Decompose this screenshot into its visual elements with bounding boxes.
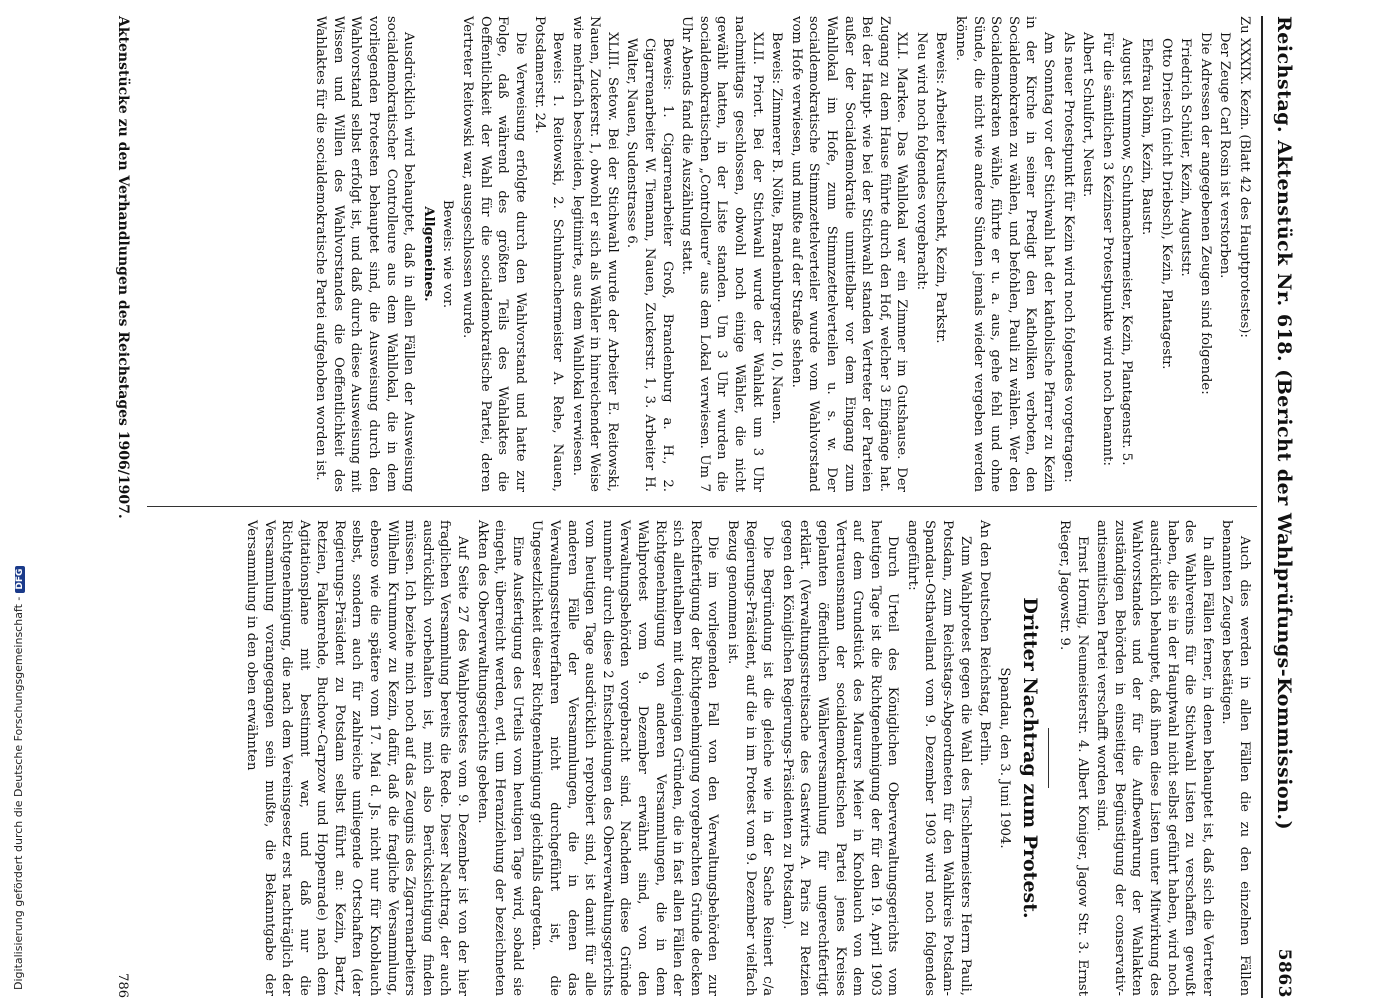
header-title: Reichstag. Aktenstück Nr. 618. (Bericht der Wahlprüfungs-Kommission.) bbox=[1273, 16, 1295, 831]
right-para: Die Begründung ist die gleiche wie in der Sache Reinert c/a Regierungs-Präsident, auf die in im Protest vom 9. Dezember vielfach Bezug genommen ist. bbox=[724, 520, 776, 996]
dfg-logo: DFG bbox=[15, 566, 25, 593]
right-para: Auf Seite 27 des Wahlprotestes vom 9. Dezember ist von der hier fraglichen Versammlung bereits die Rede. Dieser Nachtrag, der auch ausdrücklich vorbehalten ist, mich also Berücksichtigung finden müssen. Ich beziehe mich noch auf das Zeugnis des Zigarrenarbeiters Wilhelm Krummow zu Kezin, dafür, daß die fragliche Versammlung, ebenso wie die spätere vom 17. Mai d. Js. nicht nur für Knoblauch selbst, sondern auch für zahlreiche umliegende Ortschaften (der Regierungs-Präsident zu Potsdam selbst führt an: Kezin, Bartz, Retzien, Falkenrehde, Buchow-Carpzow und Hoppenrade) nach dem Agitationsplane mit bestimmt war, und daß nur die Richtgenehmigung, die nach dem Vereinsgesetz erst nachträglich der Versammlung vorangegangen sein mußte, die Bekanntgabe der Versammlung in den oben erwähnten bbox=[243, 520, 471, 996]
left-para: Für die sämtlichen 3 Kezinser Protestpunkte wird noch benannt: bbox=[1099, 32, 1115, 466]
header-rule bbox=[1261, 16, 1263, 998]
right-para: In allen Fällen ferner, in denen behauptet ist, daß sich die Vertreter des Wahlvereins für die Stichwahl Listen zu verschaffen gewußt haben, die sie in der Hauptwahl nicht selbst geführt haben, wird noch ausdrücklich behauptet, daß ihnen diese Listen unter Mitwirkung des Wahlvorstandes und der für die Aufbewahrung der Wahlakten zuständigen Behörden in einseitiger Begünstigung der conservativ-antisemitischen Partei verschafft worden sind. bbox=[1094, 520, 1215, 996]
section-heading: Allgemeines. bbox=[420, 206, 436, 302]
left-para: Ausdrücklich wird behauptet, daß in allen Fällen der Ausweisung socialdemokratischer Controlleure aus dem Wahllokal, die in dem vorliegenden Protesten behauptet sind, die Ausweisung durch den Wahlvorstand selbst erfolgt ist, und daß durch diese Ausweisung mit Wissen und Willen des Wahlvorstandes die Oeffentlichkeit des Wahlaktes für die socialdemokratische Partei aufgehoben worden ist. bbox=[313, 16, 417, 492]
address: An den Deutschen Reichstag, Berlin. bbox=[977, 520, 993, 766]
left-para: XLII. Priort. Bei der Stichwahl wurde der Wahlakt um 3 Uhr nachmittags geschlossen, obwohl noch einige Wähler, die nicht gewählt hatten, in der Liste standen. Um 3 Uhr wurden die socialdemokratischen „Controlleure“ aus dem Lokal verwiesen. Um 7 Uhr Abends fand die Auszählung statt. bbox=[679, 16, 765, 492]
right-para: Die im vorliegenden Fall von den Verwaltungsbehörden zur Rechtfertigung der Richtgenehmigung vorgebrachten Gründe decken sich allenthalben mit denjenigen Gründen, die in fast allen Fällen der Richtgenehmigung von anderen Versammlungen, die in dem Wahlprotest vom 9. Dezember erwähnt sind, von den Verwaltungsbehörden vorgebracht sind. Nachdem diese Gründe nunmehr durch diese 2 Entscheidungen des Oberverwaltungsgerichts vom heutigen Tage ausdrücklich reprobiert sind, ist damit für alle anderen Fälle der Versammlungen, die in denen das Verwaltungsstreitverfahren nicht durchgeführt ist, die Ungesetzlichkeit dieser Richtgenehmigung gleichfalls dargetan. bbox=[529, 520, 721, 996]
evidence-list bbox=[623, 16, 676, 492]
left-para: Zu XXXIX. Kezin. (Blatt 42 des Hauptprotestes): bbox=[1237, 16, 1252, 338]
list-item: August Krummow, Schuhmachermeister, Kezin, Plantagenstr. 5. bbox=[1119, 38, 1135, 466]
witness-list bbox=[1118, 16, 1194, 492]
left-para: Albert Schulfort, Neustr. bbox=[1080, 32, 1096, 198]
header-page-number: 5863 bbox=[1274, 948, 1294, 998]
page-footer bbox=[111, 16, 135, 998]
list-item: Otto Driesch (nicht Driebsch), Kezin, Plantagestr. bbox=[1158, 38, 1174, 370]
document-page bbox=[79, 8, 1307, 1008]
digitisation-margin bbox=[0, 0, 25, 1000]
footer-sheet-number: 786 bbox=[115, 973, 131, 998]
left-column bbox=[310, 16, 1253, 492]
column-divider bbox=[147, 506, 1257, 507]
document-title: Dritter Nachtrag zum Protest. bbox=[1019, 597, 1042, 919]
right-para: Auch dies werden in allen Fällen die zu den einzelnen Fällen benannten Zeugen bestätigen. bbox=[1219, 520, 1252, 996]
right-para: Durch Urteil des Königlichen Oberverwaltungsgerichts vom heutigen Tage ist die Richtgenehmigung der für den 19. April 1903 auf dem Grundstück des Maurers Meier in Knoblauch von dem Vertrauensmann der socialdemokratischen Partei jenes Kreises geplanten öffentlichen Wählerversammlung für ungerechtfertigt erklärt. (Verwaltungsstreitsache des Gastwirts A. Paris zu Retzien gegen den Königlichen Regierungs-Präsidenten zu Potsdam). bbox=[779, 520, 901, 996]
footer-text: Aktenstücke zu den Verhandlungen des Reichstages 1906/1907. bbox=[115, 16, 131, 519]
left-para: Beweis: Arbeiter Krautschenkt, Kezin, Parkstr. bbox=[933, 32, 949, 344]
right-column bbox=[240, 520, 1253, 996]
right-para: Ernst Hornig, Neumeisterstr. 4. Albert Koniger, Jagow Str. 3. Ernst Rieger, Jagowstr. 9. bbox=[1057, 520, 1090, 996]
list-item: Beweis: 1. Cigarrenarbeiter Groß, Brandenburg a. H., 2. Cigarrenarbeiter W. Tiemann, Nauen, Zuckerstr. 1, 3. Arbeiter H. Walter, Nauen, Sudenstrasse 6. bbox=[624, 38, 675, 492]
right-para: Zum Wahlprotest gegen die Wahl des Tischlermeisters Herrn Pauli, Potsdam, zum Reichstags-Abgeordneten für den Wahlkreis Potsdam-Spandau-Osthavelland vom 9. Dezember 1903 wird noch folgendes angeführt: bbox=[904, 520, 973, 996]
page-header bbox=[1267, 16, 1301, 998]
right-para: Eine Ausfertigung des Urteils vom heutigen Tage wird, sobald sie eingeht, überreicht werden, evtl. um Heranziehung der bezeichneten Akten des Oberverwaltungsgerichts gebeten. bbox=[474, 520, 525, 996]
left-para: Beweis: Zimmerer B. Nölte, Brandenburgerstr. 10, Nauen. bbox=[769, 32, 785, 424]
left-para: Neu wird noch folgendes vorgebracht: bbox=[913, 32, 929, 291]
left-para: XLI. Markee. Das Wahllokal war ein Zimmer im Gutshause. Der Zugang zu dem Hause führte durch den Hof, welcher 3 Eingänge hat. Bei der Haupt- wie bei der Stichwahl standen Vertreter der Parteien außer der Socialdemokratie unmittelbar vor dem Eingang zum Wahllokal im Hofe, zum Stimmzettelverteilen u. s. w. Der socialdemokratische Stimmzettelverteiler wurde vom Wahlvorstand vom Hofe verwiesen, und mußte auf der Straße stehen. bbox=[788, 16, 910, 492]
place-date: Spandau, den 3. Juni 1904. bbox=[996, 667, 1012, 849]
left-para: Als neuer Protestpunkt für Kezin wird noch folgendes vorgetragen: bbox=[1060, 32, 1076, 483]
left-para: XLIII. Setow. Bei der Stichwahl wurde der Arbeiter E. Reitowski, Nauen, Zuckerstr. 1, obwohl er sich als Wähler in hinreichender Weise wie mehrfach bescheiden, legitimirte, aus dem Wahllokal verwiesen. bbox=[569, 16, 620, 492]
left-para: Am Sonntag vor der Stichwahl hat der katholische Pfarrer zu Kezin in der Kirche in seiner Predigt den Katholiken verboten, den Socialdemokraten zu wählen, und befohlen, Pauli zu wählen. Wer den Socialdemokraten wähle, führte er u. a. aus, gehe fehl und ohne Sünde, die nicht wie andere Sünden jemals wieder vergeben werden könne. bbox=[953, 16, 1057, 492]
digitisation-note bbox=[12, 566, 25, 990]
left-para: Der Zeuge Carl Rosin ist verstorben. bbox=[1217, 32, 1233, 279]
list-item: Ehefrau Böhm, Kezin, Baustr. bbox=[1139, 38, 1155, 236]
left-para: Die Adressen der angegebenen Zeugen sind folgende: bbox=[1197, 32, 1213, 395]
digitisation-note-text: Digitalisierung gefördert durch die Deutsche Forschungsgemeinschaft - bbox=[12, 596, 25, 990]
left-para: Die Verweisung erfolgte durch den Wahlvorstand und hatte zur Folge, daß während des größten Teils des Wahlaktes die Oeffentlichkeit der Wahl für die socialdemokratische Partei, deren Vertreter Reitowski war, ausgeschlossen wurde. bbox=[460, 16, 528, 492]
left-para: Beweis: wie vor. bbox=[440, 199, 456, 309]
left-para: Beweis: 1. Reitowski, 2. Schuhmachermeister A. Rehe, Nauen, Potsdamerstr. 24. bbox=[532, 16, 566, 492]
list-item: Friedrich Schüler, Kezin, Auguststr. bbox=[1178, 38, 1194, 277]
section-rule bbox=[1048, 728, 1049, 788]
